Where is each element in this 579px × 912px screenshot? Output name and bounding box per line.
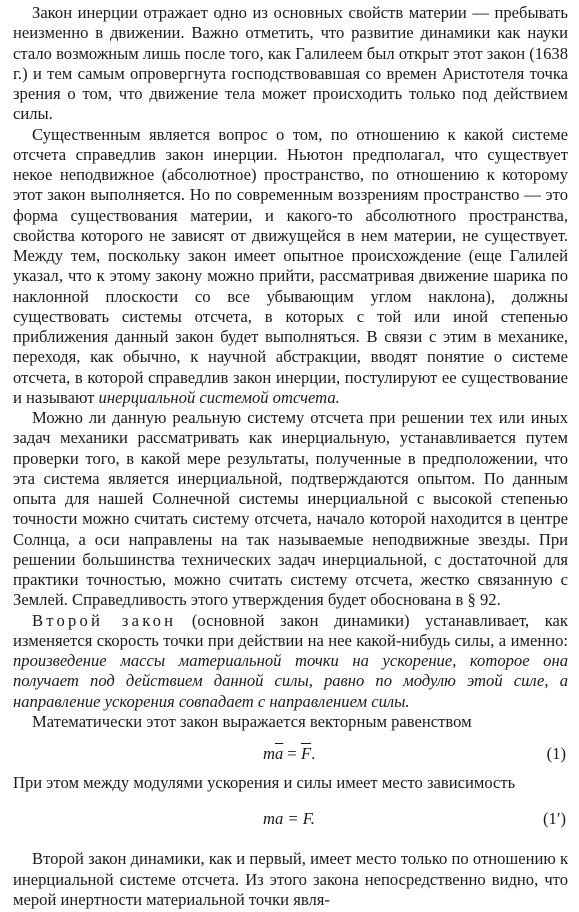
formula-vector-acceleration: $\overline{a}$ (274, 744, 284, 763)
formula-vector-expression (263, 744, 315, 764)
paragraph-reference-frame (13, 125, 568, 409)
formula-scalar-expression: ma = F. (263, 809, 315, 829)
formula-vector-number: (1) (546, 744, 566, 763)
formula-vector-equals: = (283, 744, 301, 763)
formula-scalar (13, 809, 568, 829)
second-law-heading: Второй закон (32, 610, 177, 630)
formula-vector-mass: m (263, 744, 275, 763)
formula-scalar-number: (1′) (543, 809, 566, 829)
second-law-text: (основной закон динамики) устанавливает, как изменяется скорость точки при действии на нее какой-нибудь силы, а именно: (13, 610, 568, 650)
formula-vector (13, 744, 568, 764)
paragraph-modulus-dependence: При этом между модулями ускорения и силы имеет место зависимость (13, 773, 516, 792)
paragraph-inertia-law: Закон инерции отражает одно из основных свойств материи — пребывать неизменно в движении. Важно отметить, что развитие динамики как науки стало возможным лишь после того, как Галилеем был открыт этот закон (1638 г.) и тем самым опровергнута господствовавшая со времен Аристотеля точка зрения о том, что движение тела может происходить только под действием силы. (13, 3, 568, 124)
paragraph-vector-equation-intro: Математически этот закон выражается векторным равенством (32, 711, 472, 731)
paragraph-second-law (13, 611, 568, 712)
second-law-statement: произведение массы материальной точки на ускорение, которое она получает под действием данной силы, равно по модулю этой силе, а направление ускорения совпадает с направлением силы. (13, 651, 568, 711)
paragraph-real-frame: Можно ли данную реальную систему отсчета при решении тех или иных задач механики рассматривать как инерциальную, устанавливается путем проверки того, в какой мере результаты, полученные в предположении, что эта система является инерциальной, подтверждаются опытом. По данным опыта для нашей Солнечной системы инерциальной с высокой степенью точности можно считать систему отсчета, начало которой находится в центре Солнца, а оси направлены на так называемые неподвижные звезды. При решении большинства технических задач инерциальной, с достаточной для практики точностью, можно считать систему отсчета, жестко связанную с Землей. Справедливость этого утверждения будет обоснована в § 92. (13, 408, 568, 610)
formula-vector-force: $\overline{F}$ (300, 744, 312, 763)
paragraph-reference-frame-text: Существенным является вопрос о том, по отношению к какой системе отсчета справедлив закон инерции. Ньютон предполагал, что существует некое неподвижное (абсолютное) пространство, по отношению к которому этот закон выполняется. Но по современным воззрениям пространство — это форма существования материи, и какого-то абсолютного пространства, свойства которого не зависят от движущейся в нем материи, не существует. Между тем, поскольку закон имеет опытное происхождение (еще Галилей указал, что к этому закону можно прийти, рассматривая движение шарика по наклонной плоскости со все убывающим углом наклона), должны существовать системы отсчета, в которых с той или иной степенью приближения данный закон будет выполняться. В связи с этим в механике, переходя, как обычно, к научной абстракции, вводят понятие о системе отсчета, в которой справедлив закон инерции, постулируют ее существование и называют (13, 124, 568, 407)
formula-vector-period: . (311, 744, 316, 763)
inertial-frame-term: инерциальной системой отсчета. (98, 387, 340, 407)
paragraph-second-law-frame: Второй закон динамики, как и первый, имеет место только по отношению к инерциальной системе отсчета. Из этого закона непосредственно видно, что мерой инертности материальной точки явля- (13, 849, 568, 909)
